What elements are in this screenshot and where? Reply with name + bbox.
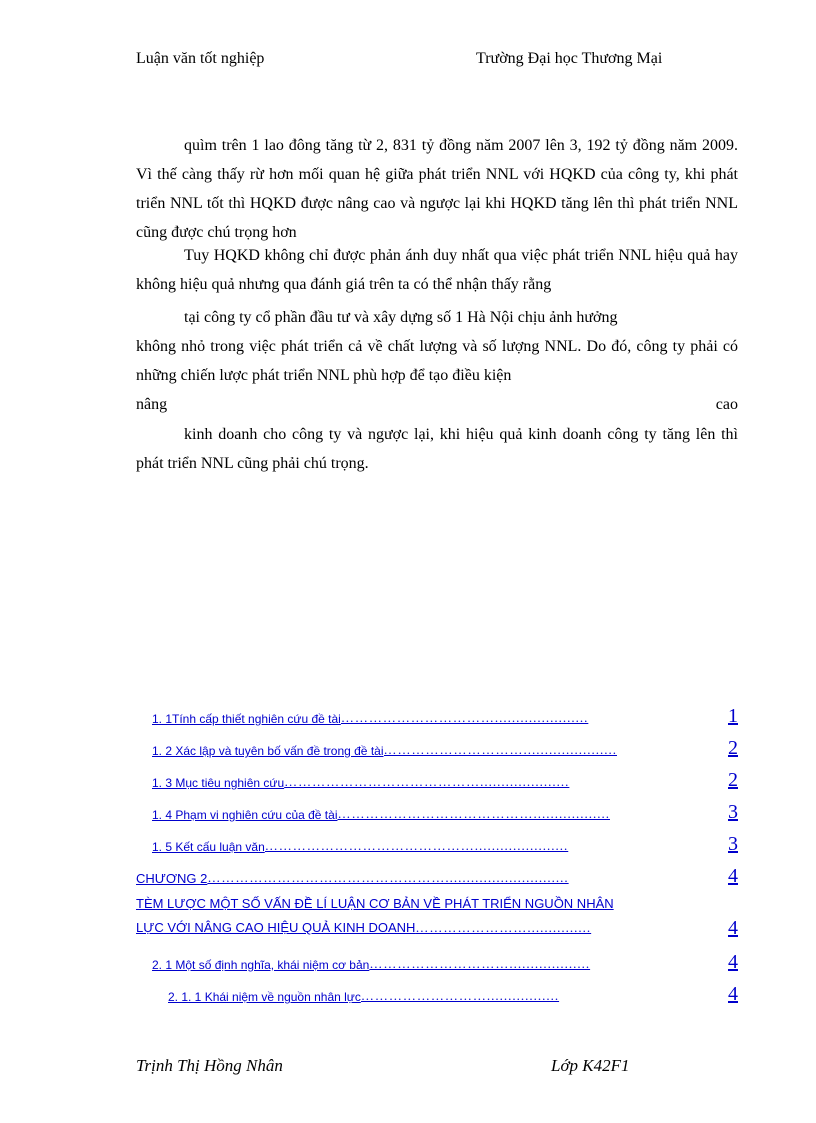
toc-label: 2. 1 Một số định nghĩa, khái niệm cơ bản: [152, 958, 370, 972]
toc-leader: …………………………......................: [383, 742, 617, 757]
toc-page: 2: [728, 737, 738, 759]
toc-page: 3: [728, 833, 738, 855]
toc-entry-2-1[interactable]: [136, 940, 738, 972]
header-right: Trường Đại học Thương Mại: [476, 50, 663, 67]
paragraph-3-last-left: nâng: [136, 396, 168, 413]
paragraph-4: kinh doanh cho công ty và ngược lại, khi hiệu quả kinh doanh công ty tăng lên thì phát triển NNL cũng phải chú trọng.: [136, 426, 738, 472]
toc-label: 1. 3 Mục tiêu nghiên cứu: [152, 776, 285, 790]
paragraph-3-last-line: [136, 390, 738, 419]
toc-entry-chapter-2[interactable]: [136, 854, 738, 886]
toc-leader: ……………………….................: [360, 988, 560, 1003]
paragraph-3-first-line: tại công ty cổ phần đầu tư và xây dựng số 1 Hà Nội chịu ảnh hưởng: [184, 309, 618, 326]
toc-entry-1-1[interactable]: [136, 694, 738, 726]
toc-label-line-1: TÈM LƯỢC MỘT SỐ VẤN ĐỀ LÍ LUẬN CƠ BẢN VỀ PHÁT TRIỂN NGUỒN NHÂN: [136, 896, 614, 911]
footer-author: Trịnh Thị Hồng Nhân: [136, 1056, 283, 1075]
paragraph-3: [136, 303, 738, 419]
toc-page: 3: [728, 801, 738, 823]
toc-page: 4: [728, 865, 738, 887]
paragraph-2: Tuy HQKD không chỉ được phản ánh duy nhất qua việc phát triển NNL hiệu quả hay không hiệu quả nhưng qua đánh giá trên ta có thể nhận thấy rằng: [136, 247, 738, 293]
toc-label: 1. 1Tính cấp thiết nghiên cứu đề tài: [152, 712, 341, 726]
paragraph-3-last-right: cao: [715, 396, 738, 413]
toc-leader: ……………………………......................: [340, 710, 589, 725]
paragraph-3-body: không nhỏ trong việc phát triển cả về chất lượng và số lượng NNL. Do đó, công ty phải có những chiến lược phát triển NNL phù hợp để tạo điều kiện: [136, 338, 738, 384]
toc-page: 4: [728, 951, 738, 973]
toc-entry-2-1-1[interactable]: [136, 972, 738, 1004]
toc-leader: ……………………...............: [415, 920, 592, 935]
toc-label: CHƯƠNG 2: [136, 871, 208, 886]
footer-class: Lớp K42F1: [551, 1056, 630, 1075]
paragraph-1: quìm trên 1 lao đông tăng từ 2, 831 tỷ đồng năm 2007 lên 3, 192 tỷ đồng năm 2009. Vì thế càng thấy rừ hơn mối quan hệ giữa phát triển NNL với HQKD của công ty, khi phát triển NNL tốt thì HQKD được nâng cao và ngược lại khi HQKD tăng lên thì phát triển NNL cũng được chú trọng hơn: [136, 137, 738, 241]
toc-page: 2: [728, 769, 738, 791]
table-of-contents: [136, 694, 738, 1004]
toc-entry-1-4[interactable]: [136, 790, 738, 822]
toc-leader: …………………………...................: [369, 956, 591, 971]
toc-entry-1-5[interactable]: [136, 822, 738, 854]
toc-entry-1-3[interactable]: [136, 758, 738, 790]
toc-leader: ……………………………………..................: [337, 806, 610, 821]
toc-label: 1. 4 Phạm vi nghiên cứu của đề tài: [152, 808, 338, 822]
toc-page: 4: [728, 917, 738, 939]
toc-label: 1. 2 Xác lập và tuyên bố vấn đề trong đề tài: [152, 744, 384, 758]
toc-page: 4: [728, 983, 738, 1005]
toc-entry-chapter-2-title[interactable]: [136, 892, 738, 940]
toc-leader: …………………………………………….............................: [207, 870, 569, 885]
toc-entry-1-2[interactable]: [136, 726, 738, 758]
toc-page: 1: [728, 705, 738, 727]
toc-leader: ………………………………………......................: [264, 838, 569, 853]
toc-leader: …………………………………….....................: [284, 774, 570, 789]
toc-label: 2. 1. 1 Khái niệm về nguồn nhân lực: [168, 990, 361, 1004]
toc-label: 1. 5 Kết cấu luận văn: [152, 840, 265, 854]
header-left: Luận văn tốt nghiệp: [136, 50, 265, 67]
toc-label-line-2: LỰC VỚI NÂNG CAO HIỆU QUẢ KINH DOANH: [136, 920, 416, 935]
